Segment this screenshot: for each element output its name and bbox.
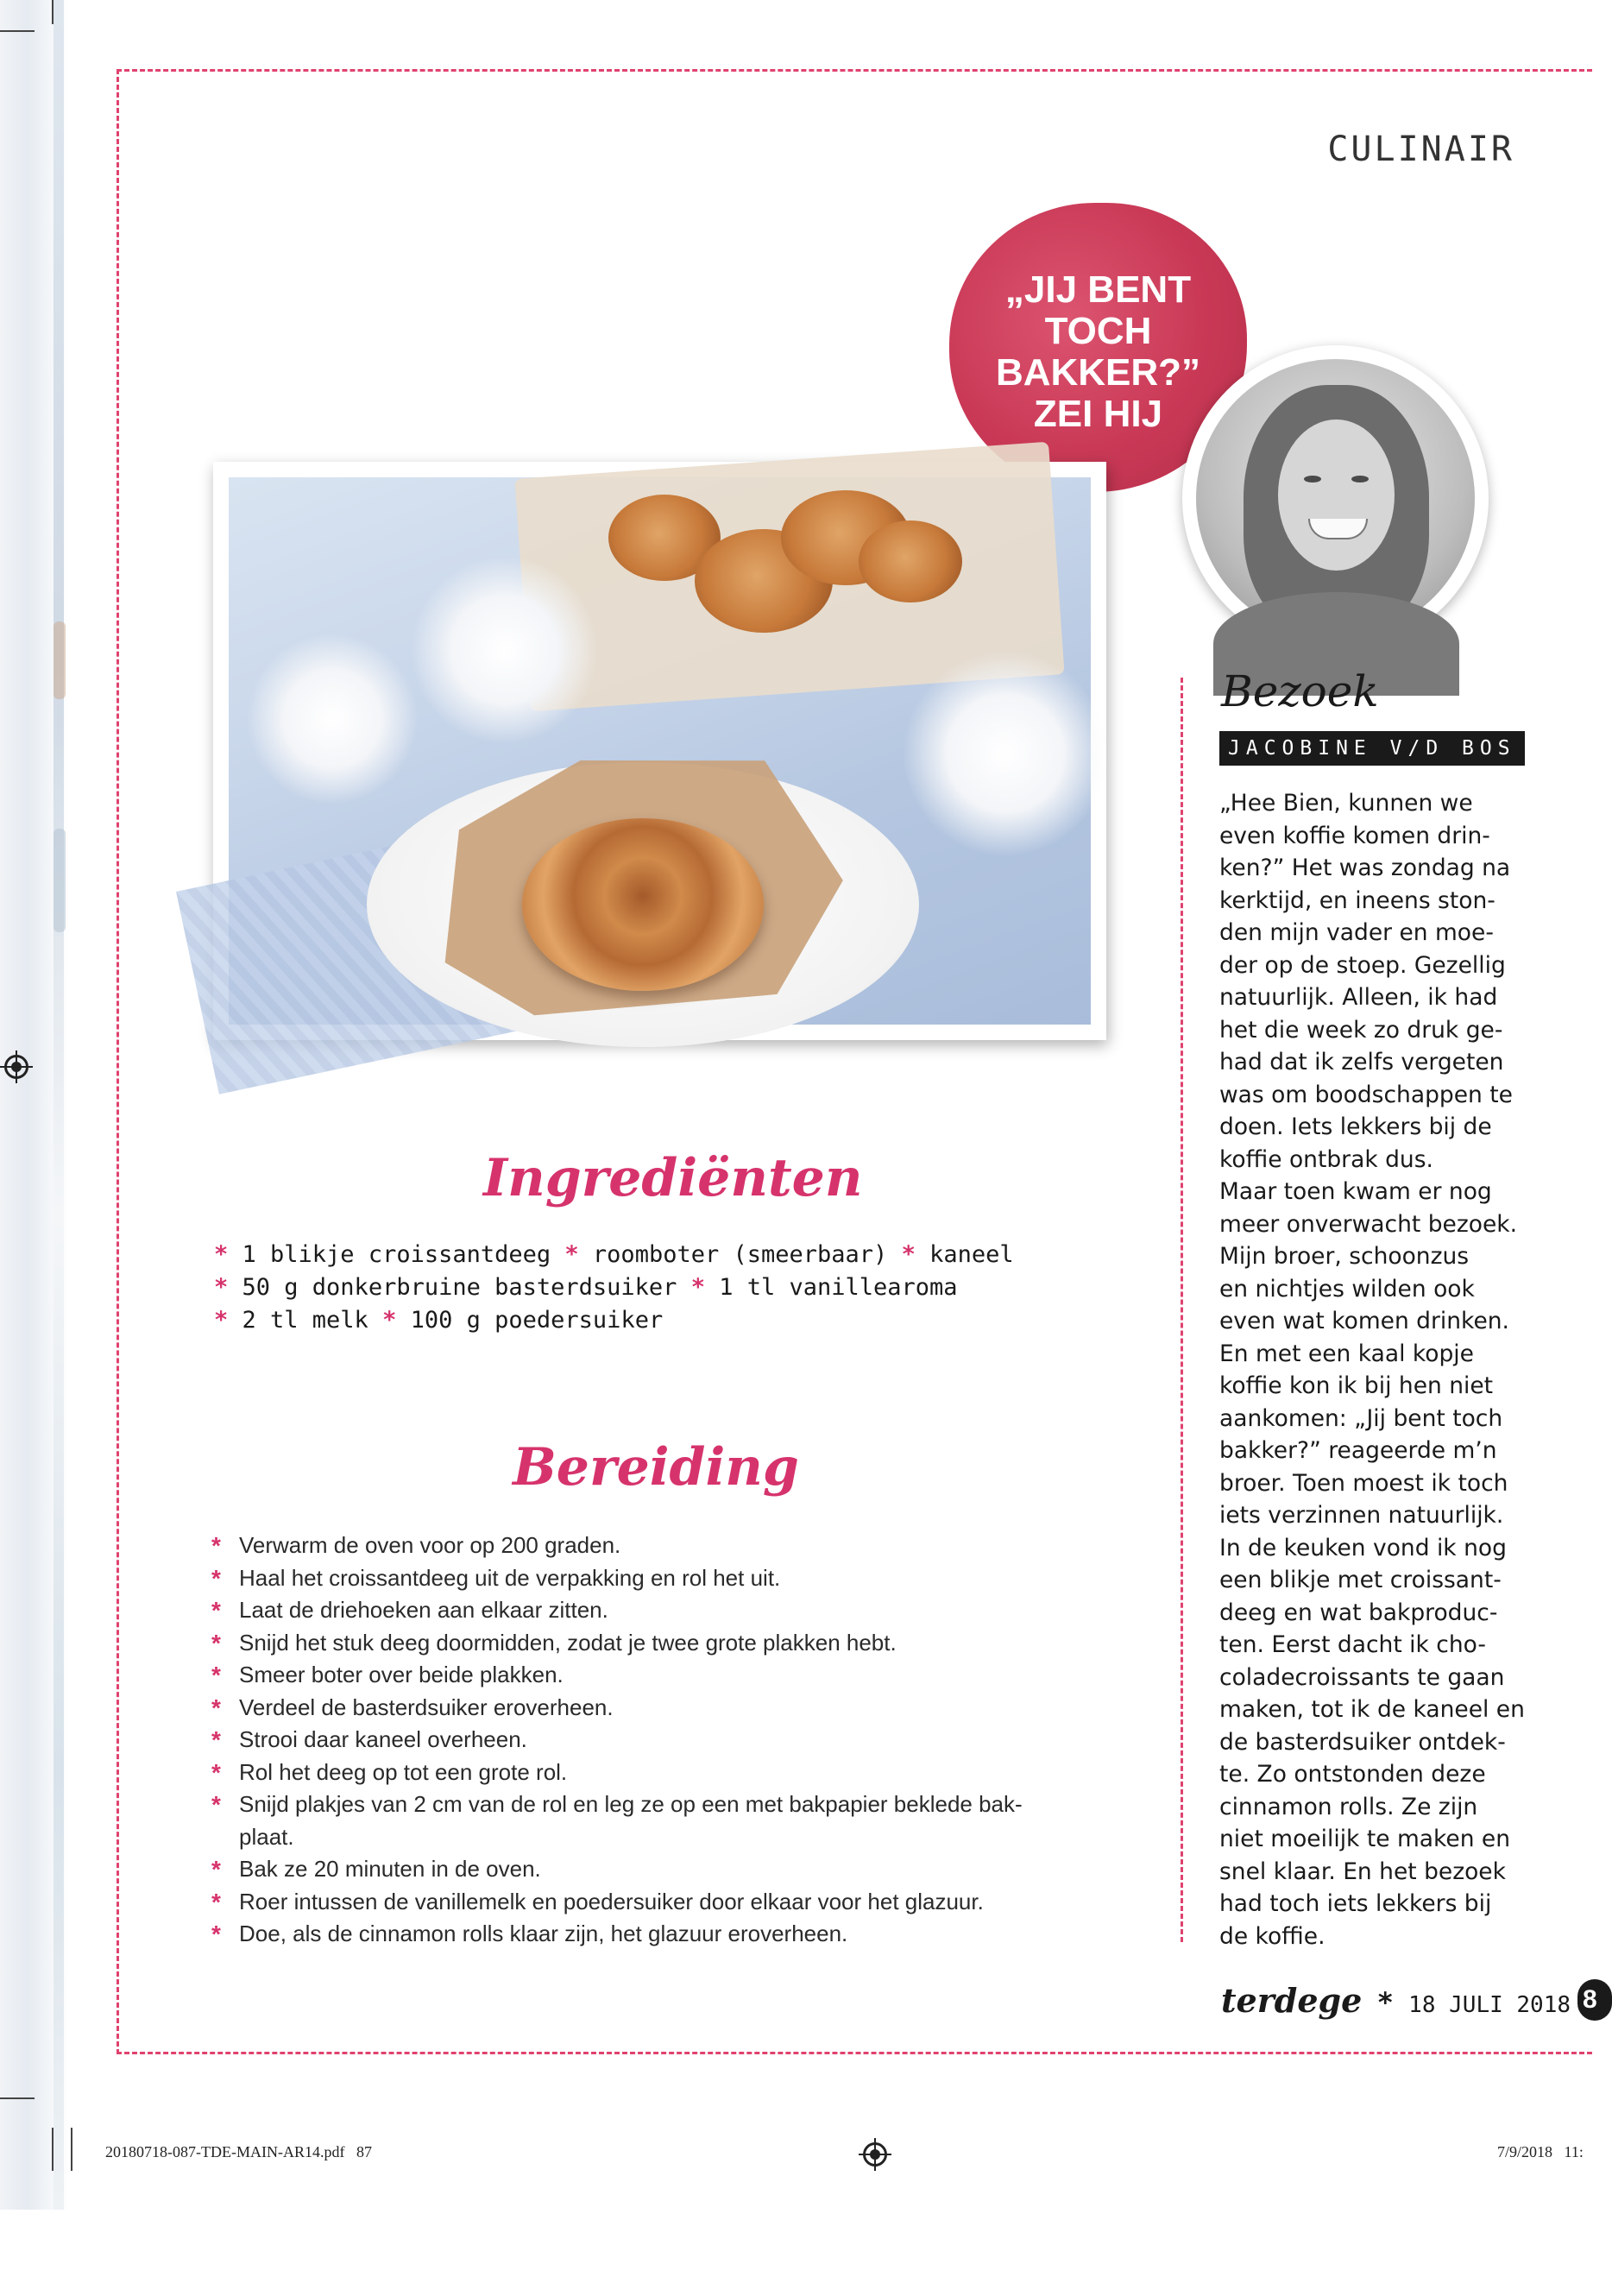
column-line: den mijn vader en moe-: [1219, 919, 1494, 946]
ingredient: kaneel: [929, 1241, 1014, 1268]
column-body: [1219, 787, 1530, 1952]
asterisk-icon: *: [211, 1726, 221, 1753]
previous-page-bleed: [0, 0, 69, 2210]
bleed-photo-fragment: [54, 829, 66, 932]
asterisk-icon: *: [564, 1241, 593, 1268]
step-text: Verwarm de oven voor op 200 graden.: [239, 1532, 621, 1558]
step-item: [211, 1886, 1074, 1919]
bleed-photo-fragment: [54, 621, 66, 699]
column-line: niet moeilijk te maken en: [1219, 1826, 1511, 1852]
asterisk-icon: *: [901, 1241, 930, 1268]
column-line: broer. Toen moest ik toch: [1219, 1469, 1508, 1497]
ingredient-line: [214, 1271, 1077, 1304]
ingredients-heading: Ingrediënten: [483, 1148, 863, 1208]
photo-flowers: [246, 633, 419, 805]
asterisk-icon: *: [214, 1274, 242, 1301]
column-line: kerktijd, en ineens ston-: [1219, 886, 1496, 914]
step-item: [211, 1530, 1074, 1562]
asterisk-icon: *: [211, 1856, 221, 1883]
step-item: [211, 1562, 1074, 1595]
page-footer: [1221, 1981, 1571, 2020]
column-line: even koffie komen drin-: [1219, 822, 1490, 849]
asterisk-icon: *: [211, 1662, 221, 1688]
column-line: In de keuken vond ik nog: [1219, 1534, 1507, 1561]
column-line: koffie kon ik bij hen niet: [1219, 1372, 1494, 1399]
bleed-strip: [54, 0, 64, 2210]
portrait-face: [1278, 419, 1395, 571]
step-text: Doe, als de cinnamon rolls klaar zijn, het glazuur eroverheen.: [239, 1921, 848, 1946]
column-line: Maar toen kwam er nog: [1219, 1178, 1492, 1205]
step-text: Roer intussen de vanillemelk en poedersuiker door elkaar voor het glazuur.: [239, 1888, 984, 1914]
column-line: iets verzinnen natuurlijk.: [1219, 1502, 1504, 1529]
issue-date: 18 JULI 2018: [1408, 1992, 1571, 2018]
step-text: Rol het deeg op tot een grote rol.: [239, 1758, 568, 1785]
asterisk-icon: *: [214, 1241, 242, 1268]
column-line: der op de stoep. Gezellig: [1219, 951, 1506, 979]
column-line: een blikje met croissant-: [1219, 1567, 1502, 1593]
column-line: de koffie.: [1219, 1922, 1325, 1950]
column-line: cinnamon rolls. Ze zijn: [1219, 1793, 1478, 1820]
preparation-steps: [211, 1530, 1074, 1951]
column-line: „Hee Bien, kunnen we: [1219, 790, 1473, 817]
ingredient-line: [214, 1239, 1077, 1271]
asterisk-icon: *: [211, 1564, 221, 1592]
column-line: Mijn broer, schoonzus: [1219, 1243, 1470, 1270]
step-text: Strooi daar kaneel overheen.: [239, 1726, 527, 1752]
column-line: had toch iets lekkers bij: [1219, 1890, 1492, 1917]
page-number: 8: [1577, 1979, 1612, 2021]
registration-dot: [870, 2149, 880, 2160]
column-line: koffie ontbrak dus.: [1219, 1145, 1433, 1173]
column-line: en nichtjes wilden ook: [1219, 1275, 1475, 1303]
column-line: En met een kaal kopje: [1219, 1340, 1474, 1367]
step-text: Laat de driehoeken aan elkaar zitten.: [239, 1597, 608, 1623]
step-item: [211, 1724, 1074, 1757]
print-slug-timestamp: 7/9/2018 11:: [1497, 2143, 1584, 2160]
asterisk-icon: *: [211, 1694, 221, 1721]
column-line: was om boodschappen te: [1219, 1081, 1513, 1108]
column-line: maken, tot ik de kaneel en: [1219, 1696, 1525, 1723]
asterisk-icon: *: [211, 1532, 221, 1559]
crop-mark: [71, 2128, 72, 2171]
photo-flowers: [902, 650, 1109, 857]
step-item: [211, 1692, 1074, 1725]
asterisk-icon: *: [214, 1307, 242, 1334]
magazine-logo: terdege: [1221, 1981, 1363, 2020]
asterisk-icon: *: [211, 1629, 221, 1656]
recipe-photo: [213, 462, 1106, 1040]
cinnamon-rolls-image: [229, 477, 1091, 1025]
step-text: Snijd het stuk deeg doormidden, zodat je twee grote plakken hebt.: [239, 1629, 897, 1656]
pull-quote: „JIJ BENT TOCH BAKKER?” ZEI HIJ: [995, 268, 1201, 435]
step-text: Bak ze 20 minuten in de oven.: [239, 1856, 541, 1882]
asterisk-icon: *: [211, 1597, 221, 1624]
column-line: snel klaar. En het bezoek: [1219, 1858, 1506, 1885]
step-text: Verdeel de basterdsuiker eroverheen.: [239, 1694, 614, 1720]
crop-mark: [52, 0, 54, 24]
ingredient: 1 tl vanillearoma: [719, 1274, 958, 1301]
author-portrait: [1182, 345, 1489, 652]
author-byline: JACOBINE V/D BOS: [1219, 731, 1525, 766]
section-label: CULINAIR: [1327, 129, 1514, 169]
asterisk-icon: *: [690, 1274, 720, 1301]
registration-dot: [11, 1062, 22, 1072]
ingredient-line: [214, 1304, 1077, 1337]
registration-mark-icon: [863, 2142, 887, 2167]
step-text: Smeer boter over beide plakken.: [239, 1662, 564, 1687]
ingredient: roomboter (smeerbaar): [592, 1241, 888, 1268]
ingredient: 50 g donkerbruine basterdsuiker: [242, 1274, 677, 1301]
column-line: te. Zo ontstonden deze: [1219, 1761, 1486, 1788]
photo-roll: [859, 520, 962, 602]
column-line: ken?” Het was zondag na: [1219, 855, 1511, 881]
asterisk-icon: *: [1377, 1986, 1393, 2019]
registration-mark-icon: [4, 1055, 28, 1079]
column-line: coladecroissants te gaan: [1219, 1663, 1505, 1691]
asterisk-icon: *: [211, 1888, 221, 1915]
column-line: de basterdsuiker ontdek-: [1219, 1728, 1506, 1756]
step-text: Haal het croissantdeeg uit de verpakking en rol het uit.: [239, 1564, 781, 1591]
step-item: [211, 1918, 1074, 1951]
column-line: had dat ik zelfs vergeten: [1219, 1049, 1504, 1075]
column-line: aankomen: „Jij bent toch: [1219, 1404, 1503, 1432]
portrait-eye: [1351, 476, 1369, 483]
step-item: [211, 1627, 1074, 1660]
asterisk-icon: *: [382, 1307, 411, 1334]
asterisk-icon: *: [211, 1791, 221, 1818]
preparation-heading: Bereiding: [513, 1437, 799, 1498]
step-item: [211, 1788, 1074, 1853]
column-line: even wat komen drinken.: [1219, 1308, 1509, 1334]
column-divider: [1181, 678, 1183, 1942]
column-line: ten. Eerst dacht ik cho-: [1219, 1631, 1486, 1658]
ingredient: 1 blikje croissantdeeg: [242, 1241, 551, 1268]
step-item: [211, 1853, 1074, 1886]
step-item: [211, 1757, 1074, 1789]
ingredient: 2 tl melk: [242, 1307, 368, 1334]
crop-mark: [0, 2097, 35, 2099]
column-line: bakker?” reageerde m’n: [1219, 1437, 1497, 1464]
column-line: doen. Iets lekkers bij de: [1219, 1113, 1492, 1140]
column-line: deeg en wat bakproduc-: [1219, 1599, 1498, 1626]
column-line: meer onverwacht bezoek.: [1219, 1210, 1518, 1238]
crop-mark: [52, 2128, 54, 2171]
column-title: Bezoek: [1221, 666, 1379, 716]
photo-flowers: [410, 555, 600, 745]
portrait-eye: [1304, 476, 1321, 483]
portrait-photo: [1196, 359, 1475, 638]
step-item: [211, 1659, 1074, 1692]
asterisk-icon: *: [211, 1758, 221, 1786]
ingredient: 100 g poedersuiker: [410, 1307, 664, 1334]
ingredients-list: [214, 1239, 1077, 1337]
column-line: het die week zo druk ge-: [1219, 1016, 1503, 1044]
step-text: Snijd plakjes van 2 cm van de rol en leg ze op een met bakpapier beklede bak- plaat.: [239, 1791, 1023, 1850]
asterisk-icon: *: [211, 1921, 221, 1947]
column-line: natuurlijk. Alleen, ik had: [1219, 984, 1498, 1011]
crop-mark: [0, 30, 35, 32]
photo-cinnamon-roll: [522, 818, 764, 991]
print-slug-file: 20180718-087-TDE-MAIN-AR14.pdf 87: [105, 2143, 372, 2160]
step-item: [211, 1594, 1074, 1627]
